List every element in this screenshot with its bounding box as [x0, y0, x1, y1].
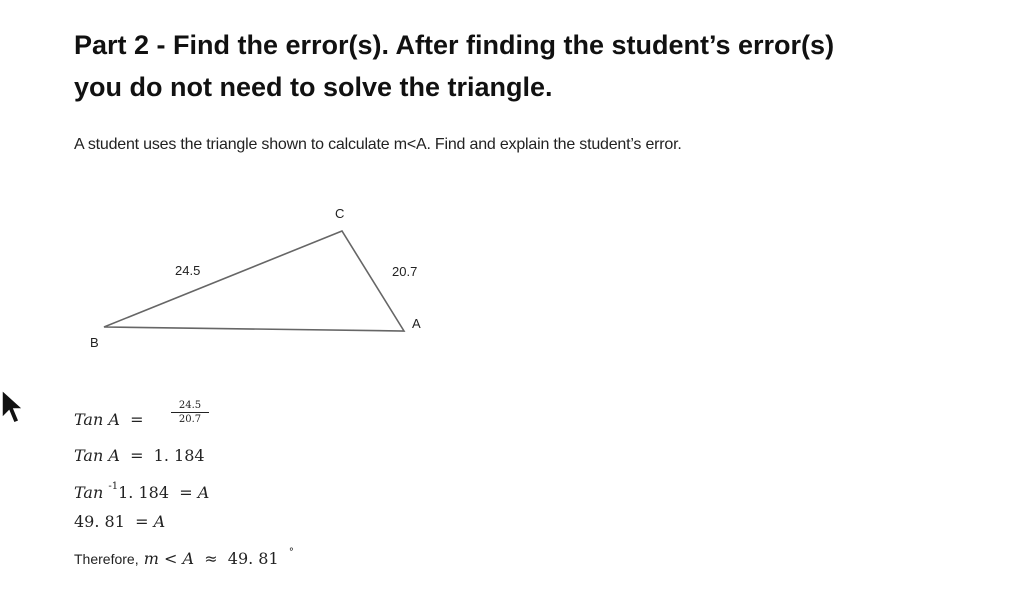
vertex-label-c: C — [335, 206, 345, 221]
triangle-outline — [104, 231, 404, 331]
title-line-1: Part 2 - Find the error(s). After finding the student’s error(s) — [74, 30, 835, 60]
vertex-label-a: A — [412, 316, 421, 331]
title-line-2: you do not need to solve the triangle. — [74, 72, 553, 102]
side-label-bc: 24.5 — [175, 263, 201, 278]
mouse-pointer-icon — [0, 388, 26, 428]
work-line-4: 49. 81 = A — [74, 512, 166, 531]
work-line-3: Tan $^{-1}$1. 184 = A — [74, 481, 210, 502]
problem-prompt: A student uses the triangle shown to calculate m<A. Find and explain the student’s error. — [74, 136, 682, 153]
work-line-2: Tan A = 1. 184 — [74, 446, 205, 465]
work-line-1: Tan A = — [74, 410, 144, 429]
work-line-5: Therefore, m < A ≈ 49. 81 ° — [74, 547, 294, 568]
side-label-ca: 20.7 — [392, 264, 418, 279]
fraction-24-5-over-20-7: $\frac{24.5}{20.7}$ — [171, 400, 209, 425]
vertex-label-b: B — [90, 335, 99, 350]
